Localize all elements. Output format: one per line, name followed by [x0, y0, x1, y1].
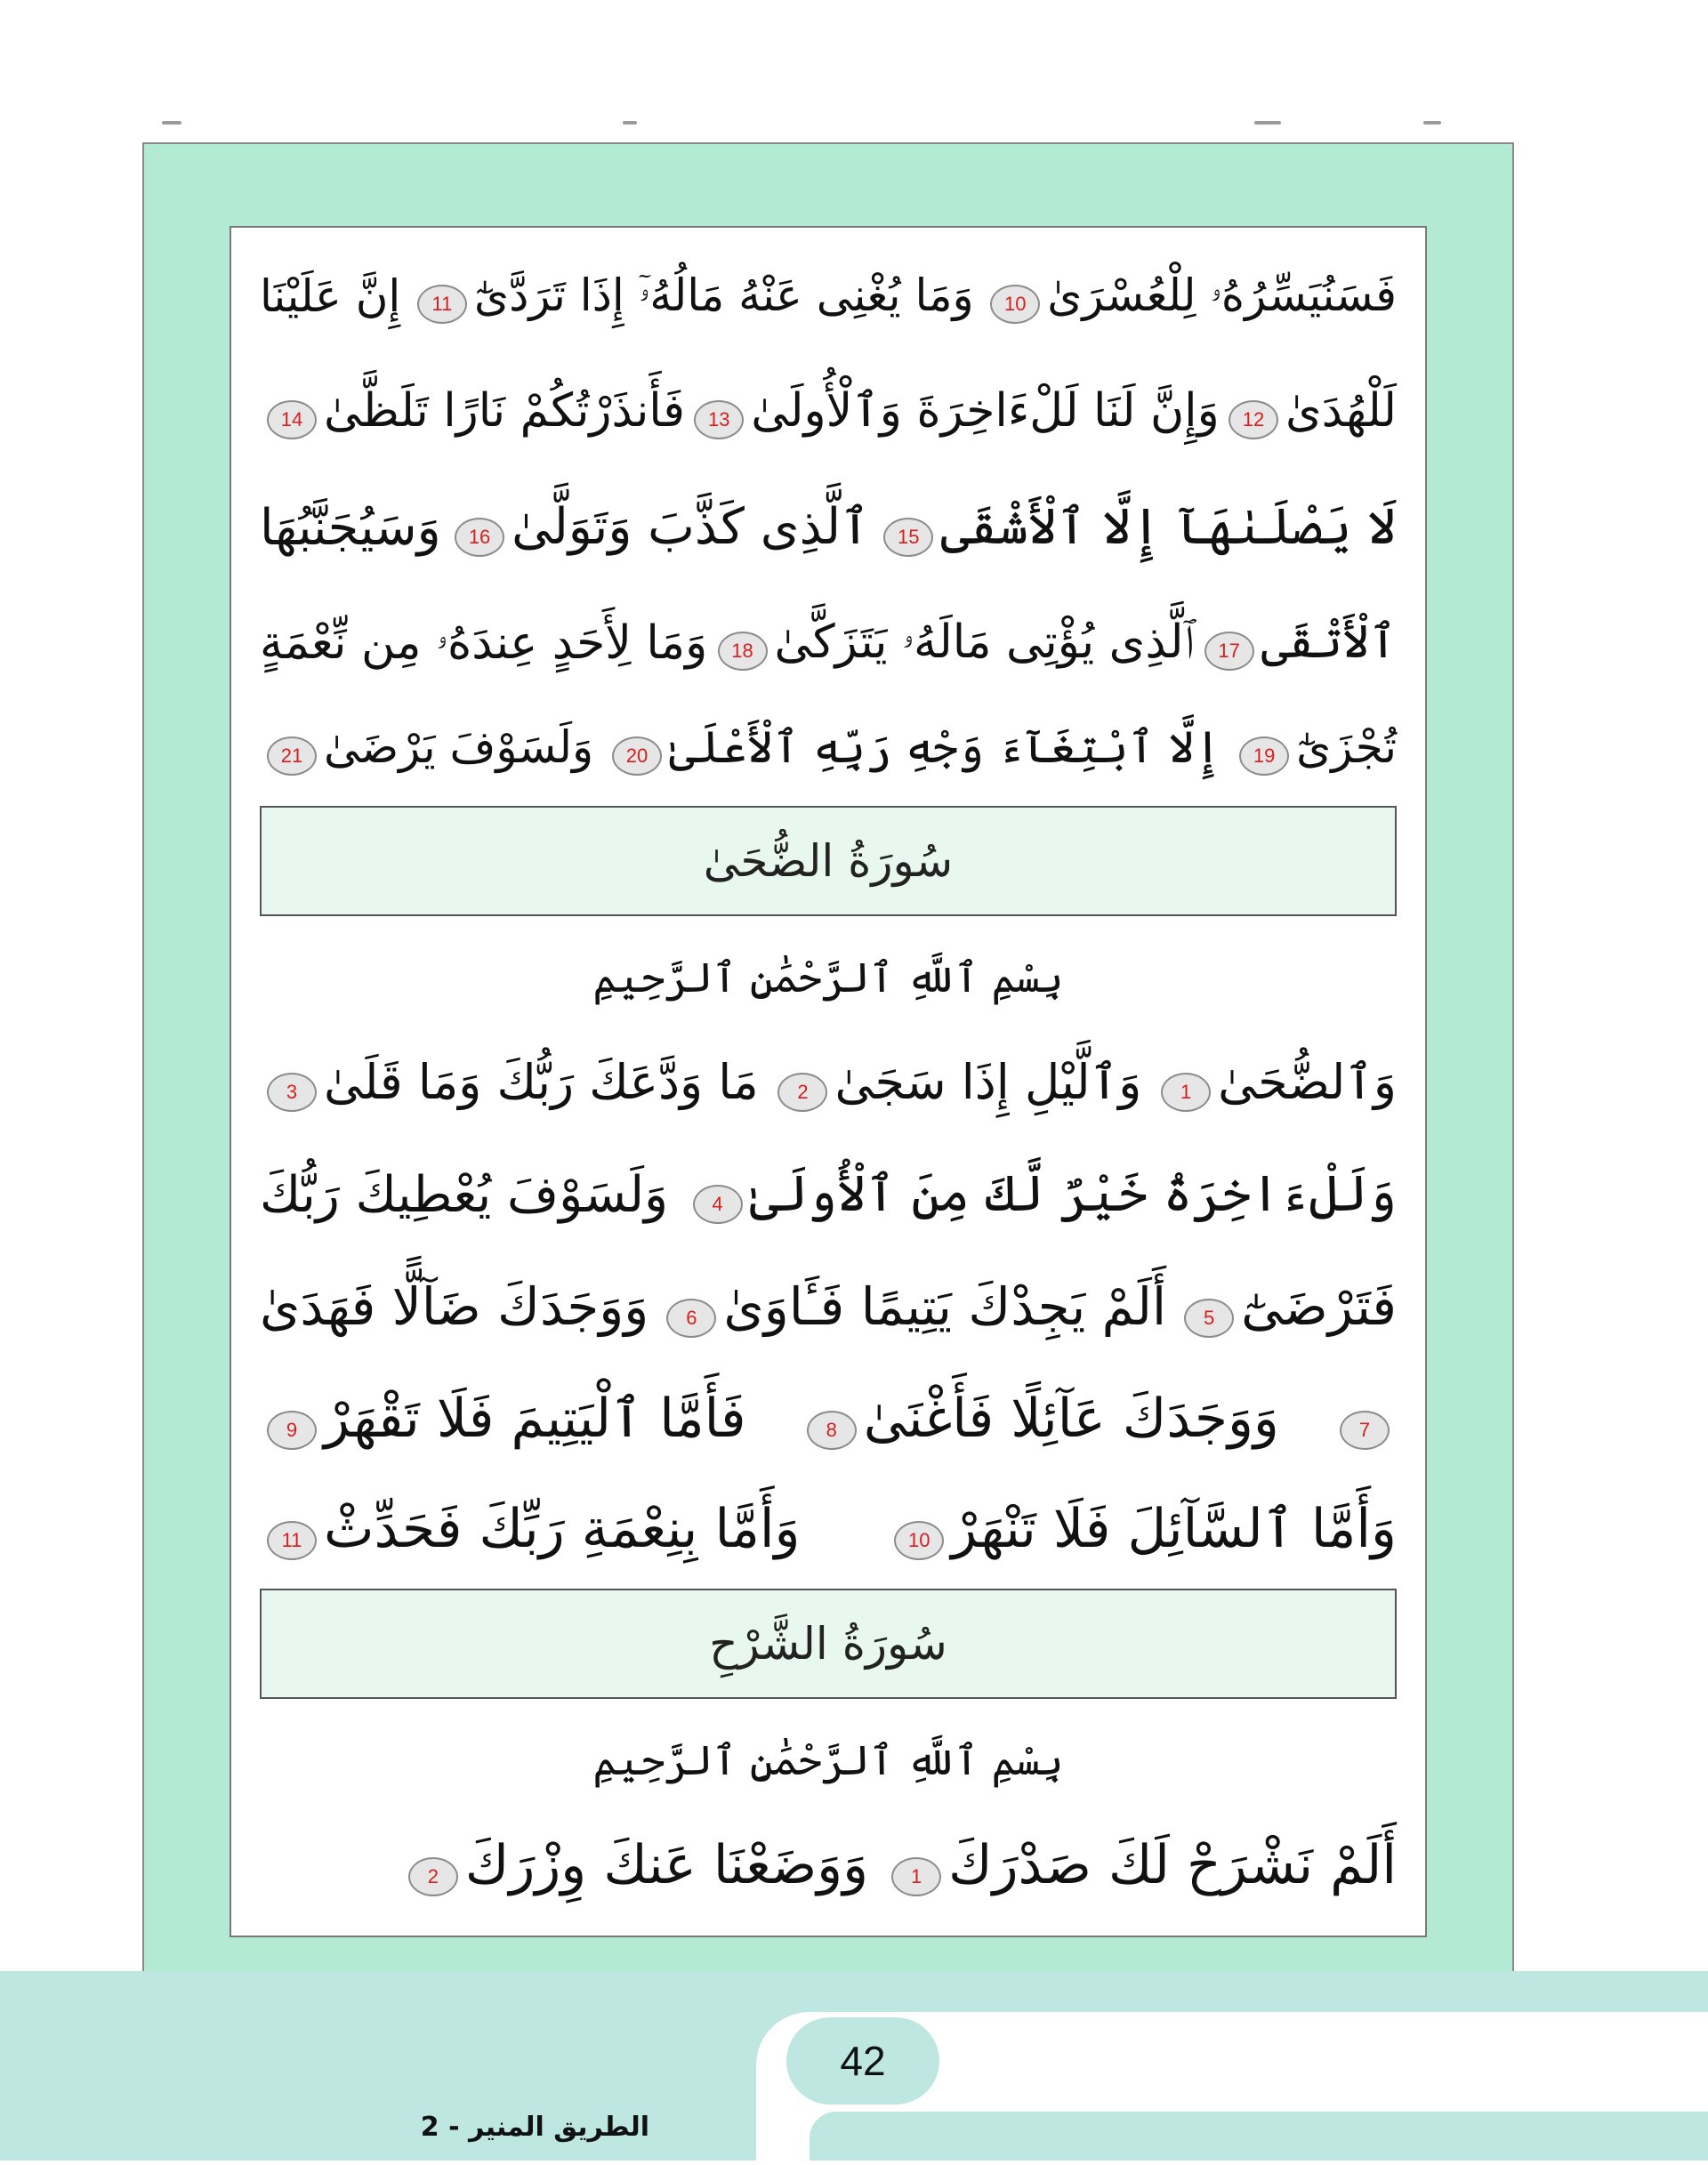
verse-text: وَأَمَّا بِنِعْمَةِ رَبِّكَ فَحَدِّثْ [324, 1498, 801, 1560]
verse-segment [260, 1054, 759, 1112]
ayah-number-marker: 3 [267, 1073, 317, 1112]
ayah-number-marker: 19 [1239, 736, 1289, 776]
verse-segment [605, 721, 1221, 776]
verse-segment [260, 270, 400, 322]
verse-segment [983, 270, 1397, 324]
verse-text: وَمَا لِأَحَدٍ عِندَهُۥ مِن نِّعْمَةٍ [260, 616, 708, 670]
verse-line [260, 1370, 1397, 1468]
ayah-number-marker: 4 [693, 1185, 743, 1224]
verse-text: لَلْهُدَىٰ [1285, 384, 1397, 438]
verse-segment [711, 616, 1195, 671]
verse-segment [1232, 721, 1397, 776]
verse-segment [884, 1834, 1397, 1896]
verse-segment [447, 498, 870, 557]
verse-text: وَلَلْءَاخِرَةُ خَيْرٌ لَّكَ مِنَ ٱلْأُولَىٰ [749, 1165, 1397, 1223]
verse-segment [410, 270, 974, 324]
verse-segment [1154, 1054, 1397, 1112]
verse-segment [260, 721, 593, 776]
verse-segment [401, 1834, 868, 1896]
verse-segment [1177, 1276, 1397, 1338]
verse-segment [260, 1166, 668, 1224]
ayah-number-marker: 6 [666, 1299, 716, 1338]
verse-text: وَٱلَّيْلِ إِذَا سَجَىٰ [834, 1053, 1142, 1110]
ayah-number-marker: 8 [807, 1411, 857, 1450]
verse-segment [1333, 1388, 1397, 1450]
verse-line [260, 594, 1397, 692]
verse-line [260, 699, 1397, 797]
surah-title-duha: سُورَةُ الضُّحَىٰ [260, 806, 1397, 916]
ayah-number-marker: 10 [894, 1521, 944, 1560]
ayah-number-marker: 16 [455, 518, 504, 557]
ayah-number-marker: 9 [267, 1411, 317, 1450]
ayah-number-marker: 15 [883, 518, 933, 557]
verse-text: وَوَجَدَكَ ضَآلًّا فَهَدَىٰ [260, 1276, 649, 1337]
verse-segment [1197, 616, 1397, 671]
verse-text: وَلَسَوْفَ يُعْطِيكَ رَبُّكَ [260, 1165, 669, 1224]
verse-segment [260, 1498, 801, 1560]
page-number: 42 [786, 2017, 939, 2105]
verse-text: وَٱلضُّحَىٰ [1218, 1053, 1397, 1110]
verse-line [260, 1480, 1397, 1578]
verse-segment [887, 1498, 1397, 1560]
ayah-number-marker: 14 [267, 400, 317, 439]
verse-text: أَلَمْ يَجِدْكَ يَتِيمًا فَـَٔاوَىٰ [723, 1276, 1167, 1337]
verse-segment [687, 384, 1219, 439]
ayah-number-marker: 2 [408, 1857, 458, 1896]
ayah-number-marker: 7 [1340, 1411, 1390, 1450]
ayah-number-marker: 13 [694, 400, 744, 439]
verse-text: وَمَا يُغْنِى عَنْهُ مَالُهُۥٓ إِذَا تَرَدَّىٰٓ [473, 269, 974, 321]
verse-line [260, 1034, 1397, 1131]
ayah-number-marker: 11 [417, 285, 467, 324]
verse-segment [260, 1388, 746, 1450]
verse-segment [260, 384, 685, 439]
ayah-number-marker: 1 [1161, 1073, 1211, 1112]
verse-text: ٱلْأَتْقَى [1261, 616, 1397, 669]
verse-text: وَلَسَوْفَ يَرْضَىٰ [324, 720, 594, 773]
verse-text: فَسَنُيَسِّرُهُۥ لِلْعُسْرَىٰ [1047, 269, 1397, 321]
book-title: الطريق المنير - 2 [420, 2112, 649, 2143]
verse-text: إِنَّ عَلَيْنَا [260, 270, 401, 322]
verse-segment [260, 499, 441, 557]
footer-band-lower [810, 2112, 1708, 2161]
verse-text: فَأَنذَرْتُكُمْ نَارًا تَلَظَّىٰ [324, 384, 686, 438]
verse-text: مَا وَدَّعَكَ رَبُّكَ وَمَا قَلَىٰ [324, 1053, 759, 1110]
verse-text: وَأَمَّا ٱلسَّآئِلَ فَلَا تَنْهَرْ [951, 1498, 1397, 1560]
surah-title-sharh: سُورَةُ الشَّرْحِ [260, 1589, 1397, 1699]
verse-segment [800, 1388, 1279, 1450]
basmala-sharh: بِسْمِ ٱللَّهِ ٱلرَّحْمَٰنِ ٱلرَّحِيمِ [592, 1736, 1064, 1784]
verse-line [260, 247, 1397, 345]
ayah-number-marker: 20 [612, 736, 662, 776]
verse-segment [876, 498, 1397, 557]
verse-segment [770, 1054, 1141, 1112]
verse-segment [260, 616, 707, 671]
ayah-number-marker: 12 [1229, 400, 1278, 439]
verse-segment [260, 1276, 649, 1337]
page-top-marks [142, 114, 1477, 132]
verse-text: وَإِنَّ لَنَا لَلْءَاخِرَةَ وَٱلْأُولَىٰ [751, 384, 1220, 438]
verse-text: فَأَمَّا ٱلْيَتِيمَ فَلَا تَقْهَرْ [324, 1388, 746, 1450]
ayah-number-marker: 21 [267, 736, 317, 776]
verse-text: أَلَمْ نَشْرَحْ لَكَ صَدْرَكَ [948, 1834, 1397, 1896]
basmala-duha: بِسْمِ ٱللَّهِ ٱلرَّحْمَٰنِ ٱلرَّحِيمِ [592, 954, 1064, 1002]
verse-line [260, 479, 1397, 576]
verse-text: وَوَجَدَكَ عَآئِلًا فَأَغْنَىٰ [863, 1388, 1279, 1450]
ayah-number-marker: 10 [990, 285, 1040, 324]
verse-line [260, 1146, 1397, 1243]
ayah-number-marker: 5 [1184, 1299, 1234, 1338]
verse-text: ٱلَّذِى يُؤْتِى مَالَهُۥ يَتَزَكَّىٰ [774, 616, 1195, 669]
ayah-number-marker: 17 [1204, 632, 1254, 671]
ayah-number-marker: 18 [718, 632, 768, 671]
ayah-number-marker: 1 [891, 1857, 941, 1896]
verse-text: لَا يَصْلَىٰهَآ إِلَّا ٱلْأَشْقَى [940, 498, 1397, 556]
verse-line [260, 363, 1397, 461]
verse-segment [659, 1276, 1166, 1338]
verse-text: فَتَرْضَىٰٓ [1241, 1276, 1397, 1337]
verse-text: إِلَّا ٱبْتِغَآءَ وَجْهِ رَبِّهِ ٱلْأَعْلَىٰ [669, 720, 1221, 773]
verse-text: تُجْزَىٰٓ [1296, 720, 1397, 773]
ayah-number-marker: 2 [777, 1073, 827, 1112]
verse-segment [686, 1165, 1397, 1224]
verse-segment [1221, 384, 1397, 439]
verse-text: وَسَيُجَنَّبُهَا [260, 498, 441, 557]
ayah-number-marker: 11 [267, 1521, 317, 1560]
verse-text: ٱلَّذِى كَذَّبَ وَتَوَلَّىٰ [512, 498, 870, 556]
verse-text: وَوَضَعْنَا عَنكَ وِزْرَكَ [464, 1834, 869, 1896]
verse-line [260, 1258, 1397, 1356]
verse-line [260, 1816, 1397, 1914]
